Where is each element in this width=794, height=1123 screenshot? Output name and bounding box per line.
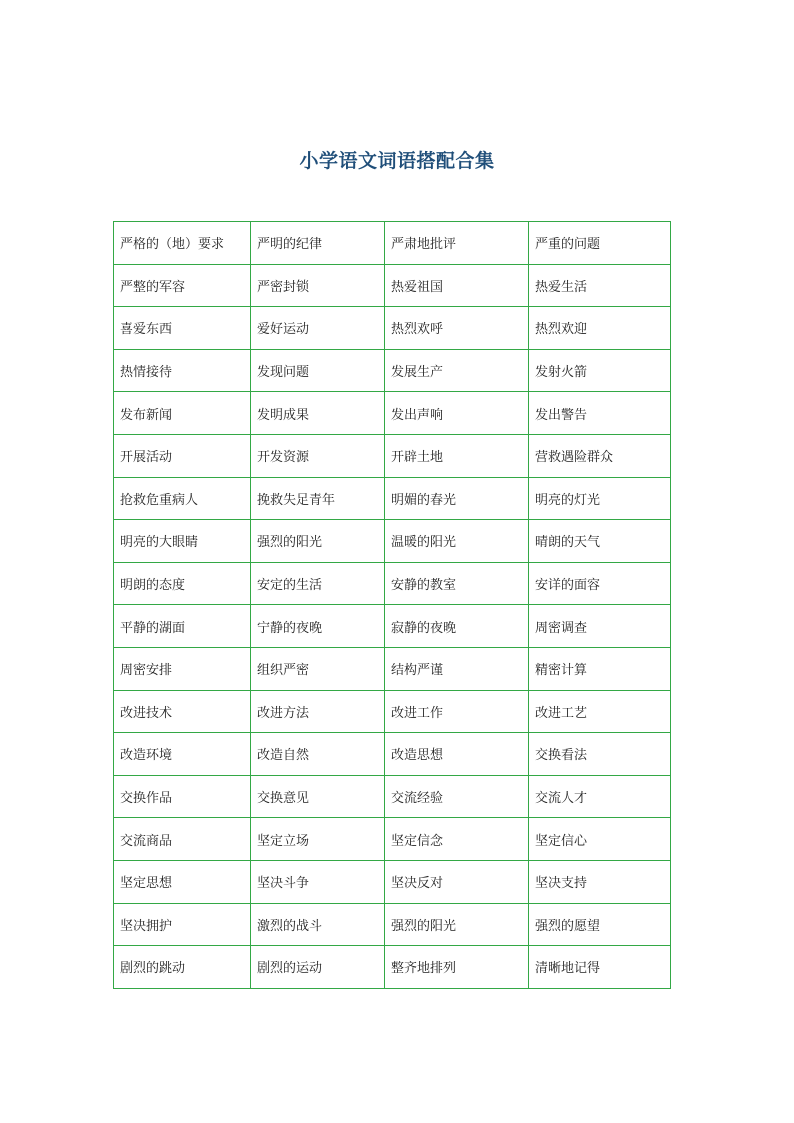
table-cell: 明媚的春光	[385, 477, 529, 520]
table-cell: 严密封锁	[251, 264, 385, 307]
table-cell: 发布新闻	[114, 392, 251, 435]
table-cell: 热爱生活	[529, 264, 671, 307]
word-collocation-table	[113, 221, 671, 989]
table-cell: 温暖的阳光	[385, 520, 529, 563]
table-cell: 清晰地记得	[529, 946, 671, 989]
table-cell: 坚定信念	[385, 818, 529, 861]
table-cell: 改进技术	[114, 690, 251, 733]
table-row	[114, 520, 671, 563]
table-cell: 明亮的灯光	[529, 477, 671, 520]
table-row	[114, 818, 671, 861]
table-cell: 改进工艺	[529, 690, 671, 733]
table-cell: 喜爱东西	[114, 307, 251, 350]
table-cell: 激烈的战斗	[251, 903, 385, 946]
table-cell: 明亮的大眼睛	[114, 520, 251, 563]
table-cell: 营救遇险群众	[529, 434, 671, 477]
table-cell: 宁静的夜晚	[251, 605, 385, 648]
table-row	[114, 605, 671, 648]
table-row	[114, 434, 671, 477]
table-cell: 挽救失足青年	[251, 477, 385, 520]
table-cell: 交换作品	[114, 775, 251, 818]
table-row	[114, 775, 671, 818]
table-cell: 改进方法	[251, 690, 385, 733]
table-cell: 改进工作	[385, 690, 529, 733]
table-cell: 开辟土地	[385, 434, 529, 477]
table-cell: 坚决斗争	[251, 860, 385, 903]
table-cell: 热爱祖国	[385, 264, 529, 307]
table-row	[114, 733, 671, 776]
table-cell: 热烈欢呼	[385, 307, 529, 350]
table-row	[114, 903, 671, 946]
table-cell: 交换意见	[251, 775, 385, 818]
table-cell: 发出声响	[385, 392, 529, 435]
table-cell: 严重的问题	[529, 222, 671, 265]
table-cell: 寂静的夜晚	[385, 605, 529, 648]
table-cell: 强烈的阳光	[251, 520, 385, 563]
table-cell: 剧烈的运动	[251, 946, 385, 989]
table-cell: 改造思想	[385, 733, 529, 776]
table-cell: 发展生产	[385, 349, 529, 392]
table-row	[114, 222, 671, 265]
table-cell: 改造环境	[114, 733, 251, 776]
table-cell: 强烈的愿望	[529, 903, 671, 946]
table-cell: 交流商品	[114, 818, 251, 861]
table-cell: 热烈欢迎	[529, 307, 671, 350]
table-cell: 严明的纪律	[251, 222, 385, 265]
page-title: 小学语文词语搭配合集	[299, 150, 495, 172]
table-cell: 交流人才	[529, 775, 671, 818]
table-cell: 发出警告	[529, 392, 671, 435]
table-row	[114, 477, 671, 520]
table-cell: 开发资源	[251, 434, 385, 477]
table-row	[114, 647, 671, 690]
table-cell: 安静的教室	[385, 562, 529, 605]
table-body	[114, 222, 671, 989]
table-cell: 严肃地批评	[385, 222, 529, 265]
table-row	[114, 860, 671, 903]
table-row	[114, 307, 671, 350]
table-cell: 交换看法	[529, 733, 671, 776]
table-cell: 明朗的态度	[114, 562, 251, 605]
table-cell: 整齐地排列	[385, 946, 529, 989]
table-cell: 组织严密	[251, 647, 385, 690]
table-row	[114, 349, 671, 392]
table-cell: 坚定思想	[114, 860, 251, 903]
table-cell: 改造自然	[251, 733, 385, 776]
table-row	[114, 392, 671, 435]
table-cell: 剧烈的跳动	[114, 946, 251, 989]
table-cell: 坚决拥护	[114, 903, 251, 946]
table-cell: 发明成果	[251, 392, 385, 435]
table-cell: 交流经验	[385, 775, 529, 818]
table-cell: 爱好运动	[251, 307, 385, 350]
table-cell: 周密调查	[529, 605, 671, 648]
table-row	[114, 946, 671, 989]
table-row	[114, 562, 671, 605]
table-cell: 强烈的阳光	[385, 903, 529, 946]
table-cell: 抢救危重病人	[114, 477, 251, 520]
table-cell: 发现问题	[251, 349, 385, 392]
table-cell: 坚定信心	[529, 818, 671, 861]
table-row	[114, 264, 671, 307]
word-collocation-table-wrapper	[113, 221, 670, 989]
table-cell: 坚决支持	[529, 860, 671, 903]
table-cell: 精密计算	[529, 647, 671, 690]
table-row	[114, 690, 671, 733]
table-cell: 坚定立场	[251, 818, 385, 861]
table-cell: 结构严谨	[385, 647, 529, 690]
table-cell: 晴朗的天气	[529, 520, 671, 563]
table-cell: 开展活动	[114, 434, 251, 477]
table-cell: 安定的生活	[251, 562, 385, 605]
table-cell: 严整的军容	[114, 264, 251, 307]
table-cell: 周密安排	[114, 647, 251, 690]
table-cell: 严格的（地）要求	[114, 222, 251, 265]
table-cell: 平静的湖面	[114, 605, 251, 648]
table-cell: 发射火箭	[529, 349, 671, 392]
table-cell: 坚决反对	[385, 860, 529, 903]
table-cell: 安详的面容	[529, 562, 671, 605]
table-cell: 热情接待	[114, 349, 251, 392]
